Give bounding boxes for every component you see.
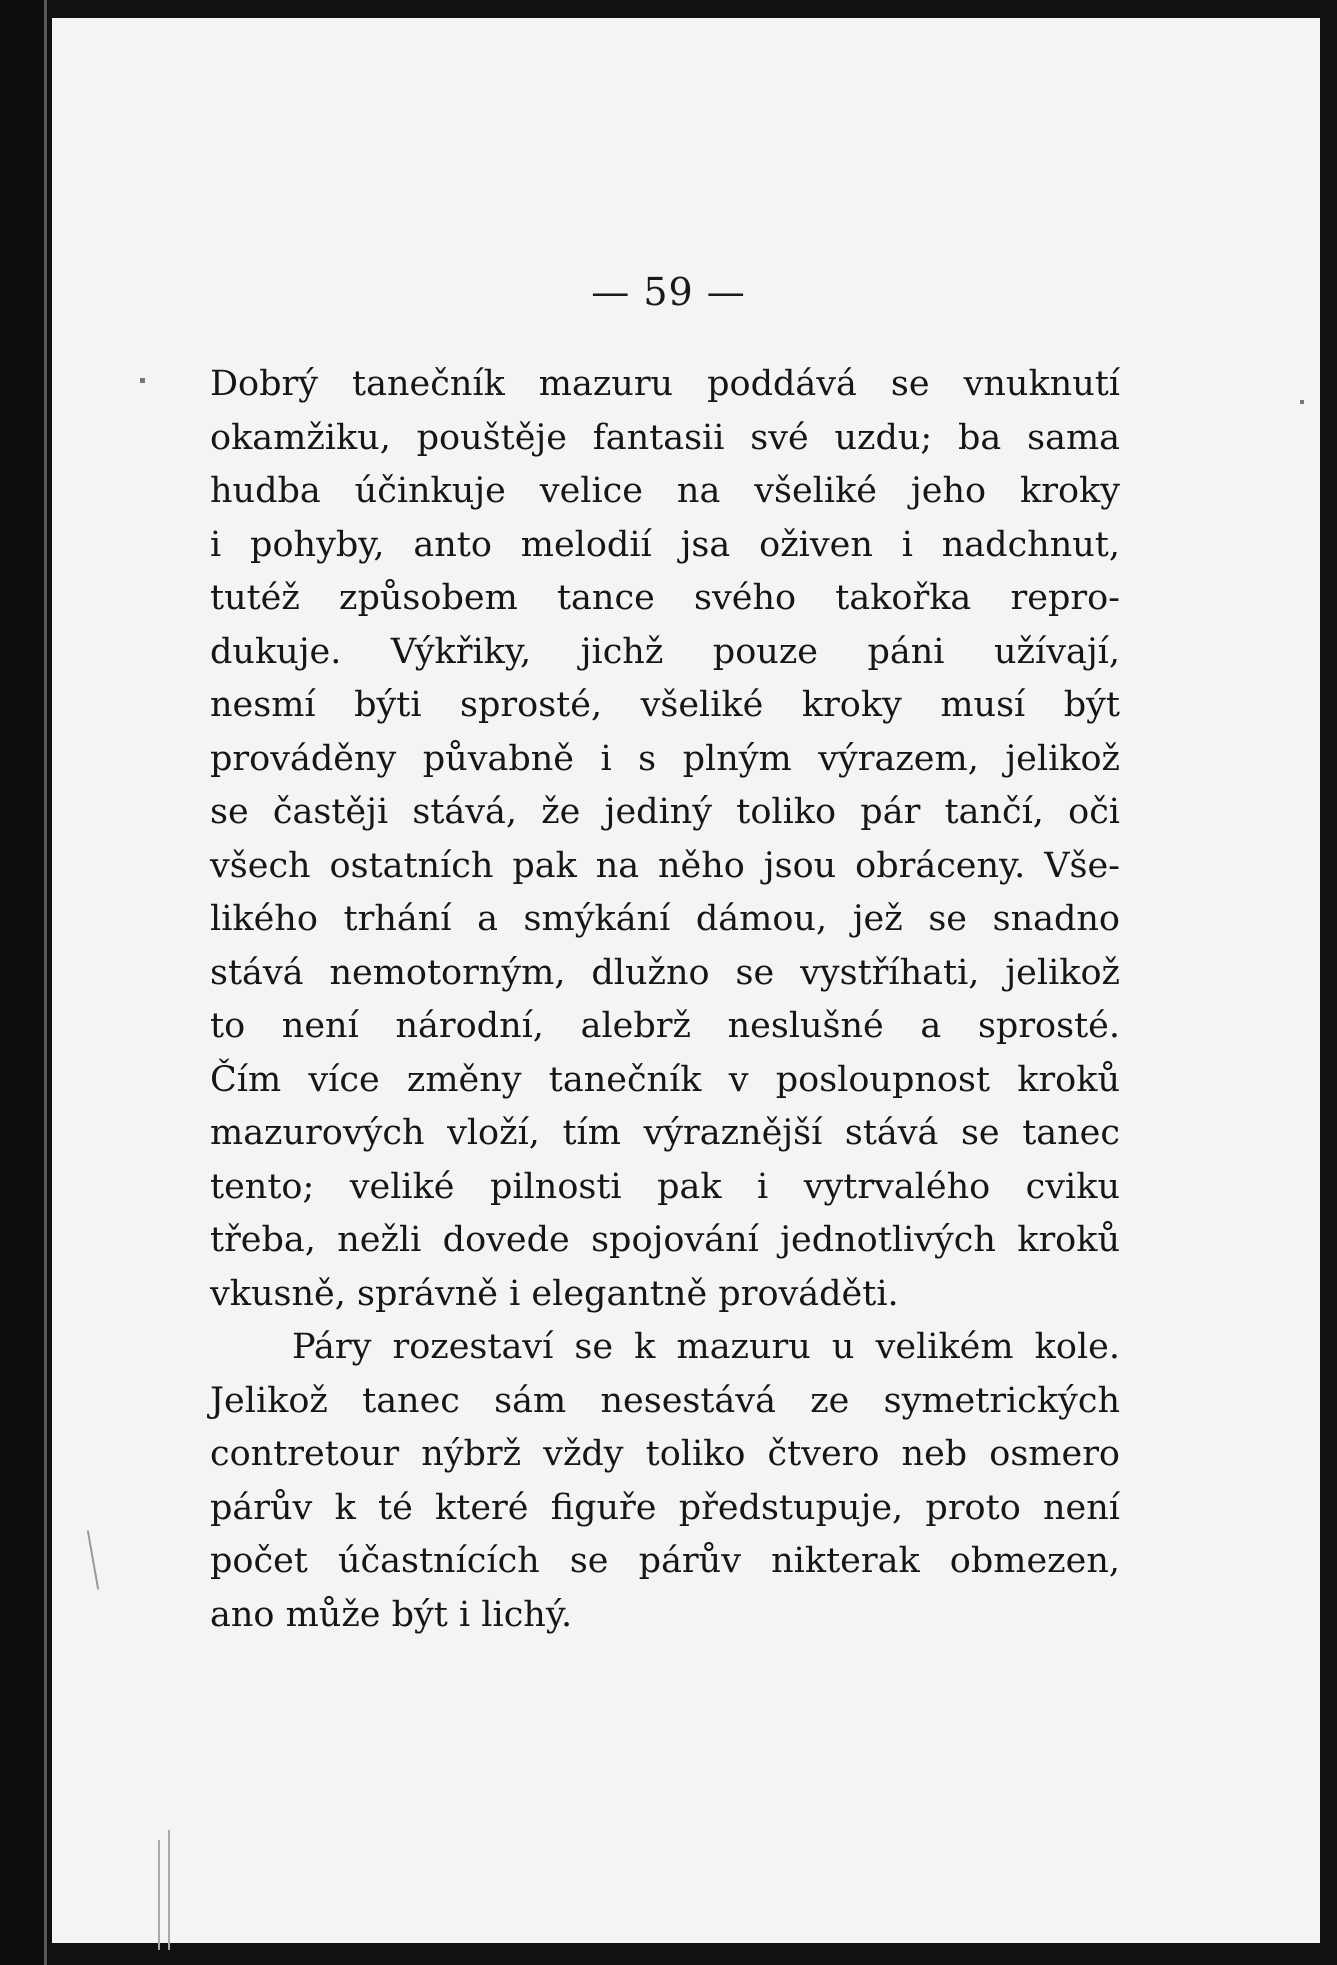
text-line: párův k té které figuře předstupuje, proto není [210,1487,1120,1528]
text-line: stává nemotorným, dlužno se vystříhati, jelikož [210,952,1120,993]
text-line: prováděny půvabně i s plným výrazem, jelikož [210,738,1120,779]
text-line: všech ostatních pak na něho jsou obráceny. Vše- [210,845,1120,886]
text-line: contretour nýbrž vždy toliko čtvero neb osmero [210,1434,1120,1474]
text-line: i pohyby, anto melodií jsa oživen i nadchnut, [210,524,1120,565]
text-line: tento; veliké pilnosti pak i vytrvalého cviku [210,1166,1120,1207]
text-line: hudba účinkuje velice na všeliké jeho kroky [210,471,1120,511]
text-line: dukuje. Výkřiky, jichž pouze páni užívají, [210,631,1120,672]
text-line: Jelikož tanec sám nesestává ze symetrických [210,1380,1120,1421]
text-line: Čím více změny tanečník v posloupnost kroků [210,1059,1120,1100]
text-line: to není národní, alebrž neslušné a sprosté. [210,1006,1120,1046]
scan-artifact [168,1830,170,1950]
text-line: Páry rozestaví se k mazuru u velikém kole. [292,1327,1120,1367]
text-line: třeba, nežli dovede spojování jednotlivých kroků [210,1220,1120,1260]
text-line: se častěji stává, že jediný toliko pár tančí, oči [210,792,1120,832]
text-line: tutéž způsobem tance svého takořka repro- [210,578,1120,618]
body-text [210,358,1120,1642]
text-line: ano může být i lichý. [210,1594,573,1635]
text-line: likého trhání a smýkání dámou, jež se snadno [210,899,1120,939]
page-number: — 59 — [591,270,746,314]
text-line: vkusně, správně i elegantně prováděti. [210,1273,899,1314]
text-line: okamžiku, pouštěje fantasii své uzdu; ba sama [210,417,1120,458]
scan-artifact [158,1840,160,1950]
scan-artifact [1300,400,1304,404]
text-line: Dobrý tanečník mazuru poddává se vnuknutí [210,364,1120,404]
text-line: počet účastnících se párův nikterak obmezen, [210,1541,1120,1581]
text-line: nesmí býti sprosté, všeliké kroky musí být [210,685,1120,725]
scan-artifact [140,378,145,383]
text-line: mazurových vloží, tím výraznější stává se tanec [210,1113,1120,1153]
